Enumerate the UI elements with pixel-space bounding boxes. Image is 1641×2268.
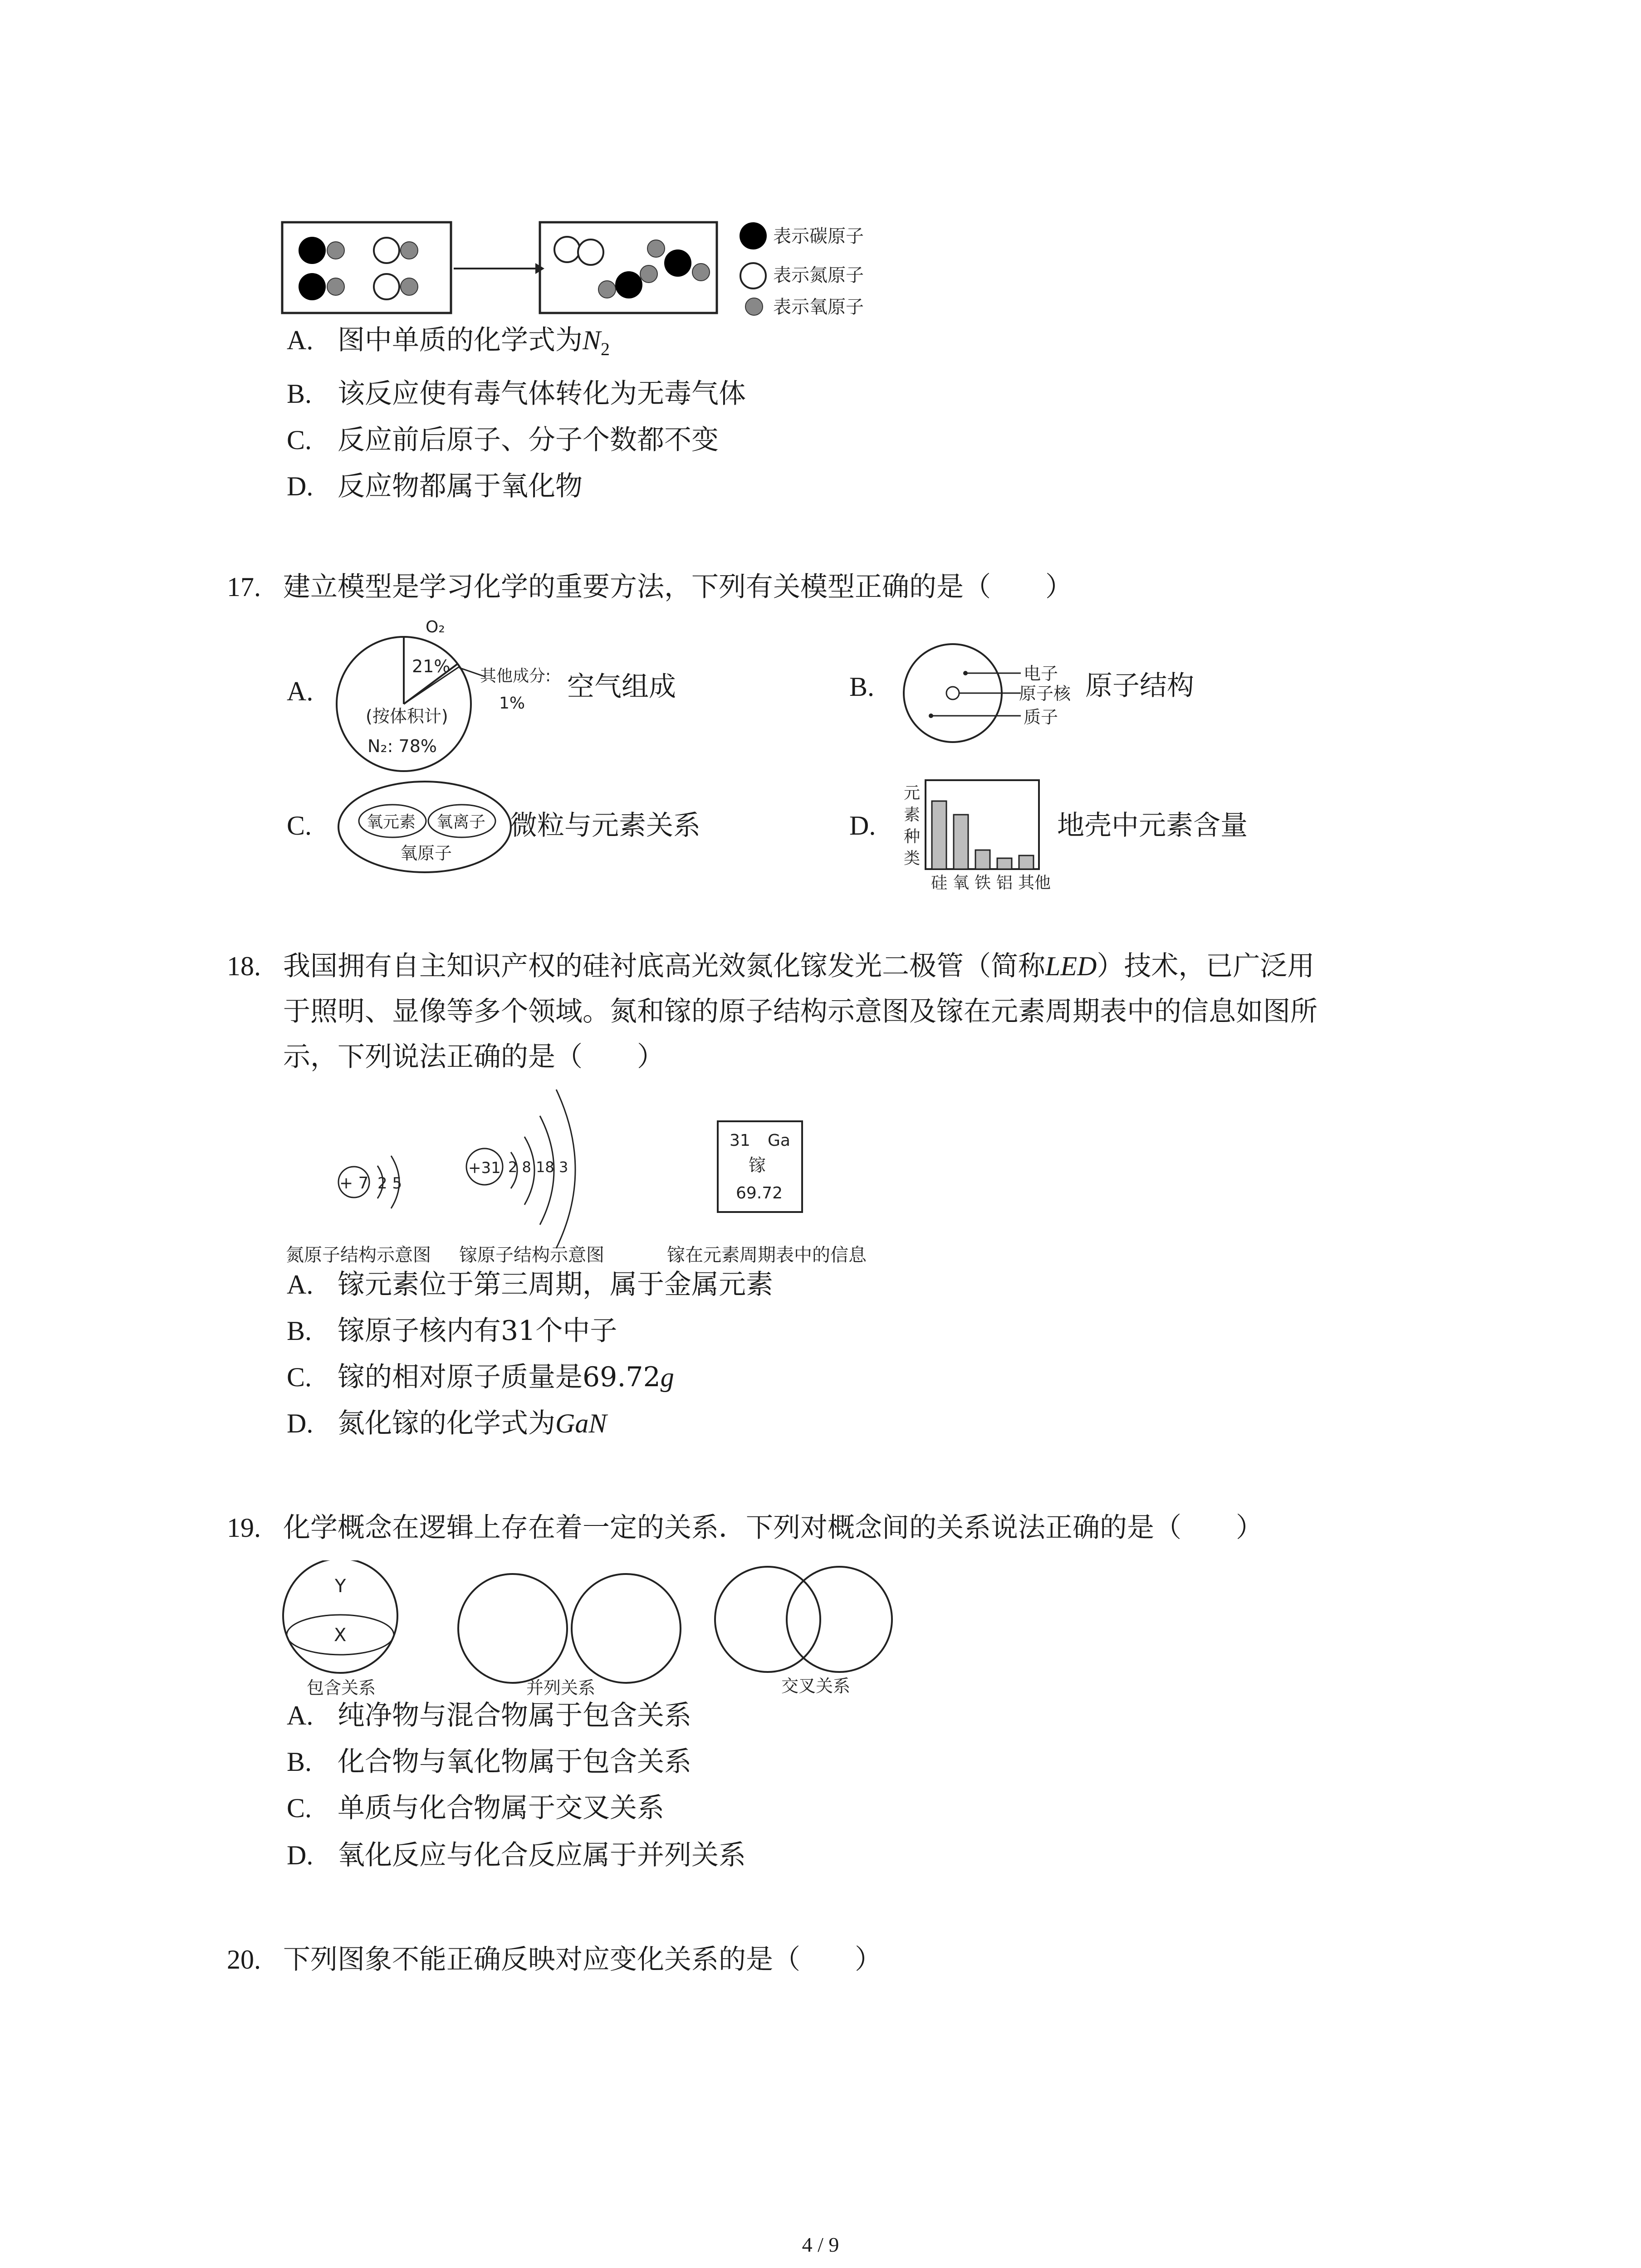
q16-option-c: C. 反应前后原子、分子个数都不变 [287,424,719,456]
q17-option-c-text: 微粒与元素关系 [510,810,700,841]
svg-text:N₂: 78%: N₂: 78% [367,736,437,756]
concept-relation-diagrams [272,1560,916,1701]
atom-structure-model [898,643,1089,743]
q17-option-b-text: 原子结构 [1085,670,1194,702]
svg-text:+31: +31 [468,1159,501,1177]
q17-option-d-letter: D. [849,811,876,841]
q20-stem: 20. 下列图象不能正确反映对应变化关系的是（ ） [227,1944,882,1975]
particle-element-ellipse [336,779,517,875]
q16-option-d: D. 反应物都属于氧化物 [287,470,583,502]
bar-chart-category: 硅 [931,874,948,892]
q18-option-d: D. 氮化镓的化学式为GaN [287,1408,607,1439]
svg-text:交叉关系: 交叉关系 [781,1676,851,1696]
bar-氧 [954,815,968,869]
svg-text:1%: 1% [499,694,525,713]
svg-text:并列关系: 并列关系 [526,1678,596,1698]
svg-text:O₂: O₂ [426,618,445,636]
svg-text:21%: 21% [412,656,451,676]
legend-nitrogen: 表示氮原子 [773,265,864,286]
q19-stem: 19. 化学概念在逻辑上存在着一定的关系．下列对概念间的关系说法正确的是（ ） [227,1512,1263,1544]
svg-text:氧离子: 氧离子 [436,813,486,831]
bar-铁 [975,850,990,869]
bar-chart-category: 铝 [996,874,1013,892]
bar-chart-category: 氧 [953,874,970,892]
q17-option-a-letter: A. [287,676,314,706]
legend-oxygen: 表示氧原子 [773,297,864,318]
q17-stem: 17. 建立模型是学习化学的重要方法，下列有关模型正确的是（ ） [227,571,1073,603]
svg-text:包含关系: 包含关系 [307,1678,376,1698]
bar-硅 [932,801,946,869]
svg-text:Ga: Ga [768,1131,790,1150]
q18-option-b: B. 镓原子核内有31个中子 [287,1315,617,1347]
crust-element-bar-chart [894,771,1057,894]
svg-text:原子核: 原子核 [1019,684,1071,704]
svg-text:其他成分:: 其他成分: [480,667,551,685]
q17-option-d-text: 地壳中元素含量 [1057,810,1248,841]
q16-option-a: A. 图中单质的化学式为$N_2$ [287,324,610,359]
q17-option-c-letter: C. [287,811,312,841]
atomic-structure-figure [272,1080,907,1270]
svg-text:31: 31 [730,1131,750,1150]
bar-chart-category: 铁 [975,874,991,892]
bar-chart-ylabel-char: 类 [904,849,921,868]
legend-carbon: 表示碳原子 [773,226,864,247]
q19-option-a: A. 纯净物与混合物属于包含关系 [287,1700,691,1731]
svg-text:2 5: 2 5 [377,1174,402,1193]
bar-chart-ylabel-char: 素 [904,806,921,824]
svg-text:X: X [334,1625,347,1646]
svg-text:(按体积计): (按体积计) [366,706,448,726]
svg-text:质子: 质子 [1024,707,1058,727]
svg-text:镓在元素周期表中的信息: 镓在元素周期表中的信息 [667,1245,867,1266]
page-number: 4 / 9 [802,2233,839,2256]
bar-铝 [997,858,1012,869]
svg-text:电子: 电子 [1024,664,1058,684]
svg-text:氧元素: 氧元素 [367,813,416,831]
q19-option-d: D. 氧化反应与化合反应属于并列关系 [287,1839,746,1871]
svg-text:Y: Y [335,1576,346,1597]
q17-option-a-text: 空气组成 [567,671,676,703]
bar-chart-ylabel-char: 元 [904,784,921,802]
svg-text:+ 7: + 7 [339,1174,369,1193]
q17-option-b-letter: B. [849,672,875,702]
q16-option-b: B. 该反应使有毒气体转化为无毒气体 [287,378,746,410]
bar-chart-ylabel-char: 种 [904,827,921,846]
q18-option-c: C. 镓的相对原子质量是69.72g [287,1361,674,1393]
svg-text:氧原子: 氧原子 [400,843,452,863]
air-composition-pie [336,613,572,777]
bar-chart-category: 其他 [1018,874,1051,892]
q19-option-b: B. 化合物与氧化物属于包含关系 [287,1746,691,1778]
q18-stem-line-1: 18. 我国拥有自主知识产权的硅衬底高光效氮化镓发光二极管（简称LED）技术，已广泛用 [227,950,1315,982]
q18-option-a: A. 镓元素位于第三周期，属于金属元素 [287,1269,773,1300]
svg-text:镓: 镓 [749,1155,766,1175]
svg-text:氮原子结构示意图: 氮原子结构示意图 [286,1245,431,1266]
bar-其他 [1019,855,1034,869]
q19-option-c: C. 单质与化合物属于交叉关系 [287,1792,664,1824]
svg-text:69.72: 69.72 [736,1184,783,1202]
q18-stem-line-3: 示，下列说法正确的是（ ） [283,1041,664,1073]
svg-text:镓原子结构示意图: 镓原子结构示意图 [459,1245,604,1266]
q18-stem-line-2: 于照明、显像等多个领域。氮和镓的原子结构示意图及镓在元素周期表中的信息如图所 [283,996,1318,1027]
reaction-diagram [272,213,898,331]
svg-text:2 8 18 3: 2 8 18 3 [508,1158,568,1176]
